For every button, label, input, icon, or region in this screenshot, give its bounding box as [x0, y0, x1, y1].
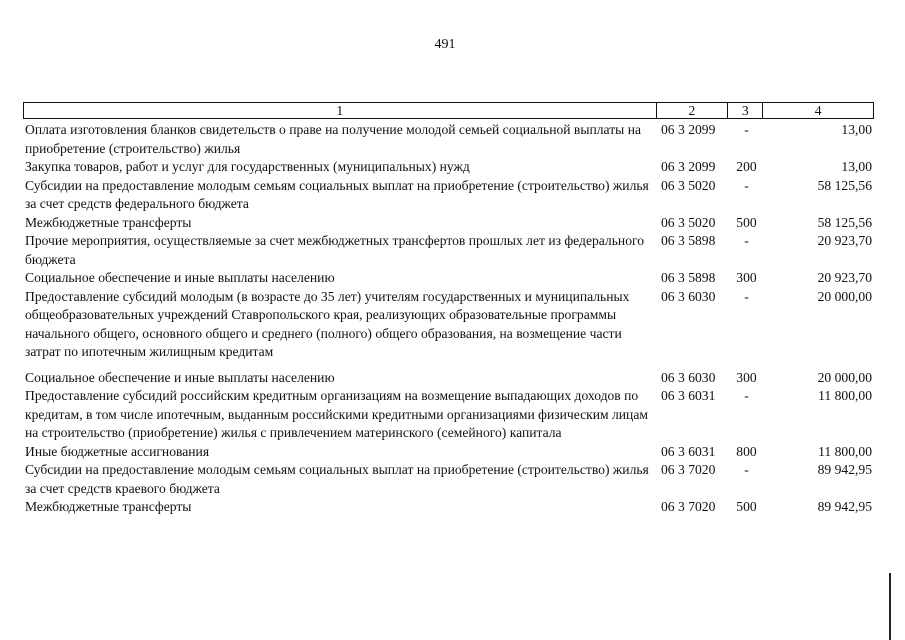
header-col-1: 1: [24, 103, 657, 118]
table-body: [23, 121, 874, 517]
table-row: [23, 158, 874, 177]
row-code: 06 3 6030: [661, 369, 716, 385]
row-amount: 11 800,00: [818, 388, 872, 403]
row-type: 500: [736, 499, 757, 514]
page-edge-divider: [889, 573, 891, 640]
row-type: 200: [736, 159, 757, 174]
row-code: 06 3 6031: [661, 443, 716, 459]
row-amount: 89 942,95: [817, 462, 872, 477]
header-col-3: 3: [728, 103, 763, 118]
row-type: 800: [736, 443, 757, 459]
table-row: [23, 461, 874, 498]
row-amount: 89 942,95: [817, 499, 872, 514]
row-name: Предоставление субсидий молодым (в возрасте до 35 лет) учителям государственных и муниципальных общеобразовательных учреждений Ставропольского края, реализующих образовательные программы начального общего, основного общего и среднего (полного) общего образования, на возмещение части затрат по ипотечным жилищным кредитам: [25, 288, 630, 359]
table-row: [23, 269, 874, 288]
table-row: [23, 369, 874, 388]
row-type: -: [744, 233, 749, 248]
table-row: [23, 443, 874, 462]
row-type: -: [744, 462, 749, 477]
row-code: 06 3 5898: [661, 270, 716, 285]
budget-table: [23, 102, 874, 517]
row-amount: 58 125,56: [817, 177, 872, 193]
row-name: Прочие мероприятия, осуществляемые за счет межбюджетных трансфертов прошлых лет из федерального бюджета: [25, 233, 645, 267]
header-col-4: 4: [814, 103, 822, 118]
row-type: 300: [736, 270, 757, 285]
row-name: Иные бюджетные ассигнования: [25, 443, 210, 459]
row-type: -: [744, 122, 749, 137]
row-name: Оплата изготовления бланков свидетельств о праве на получение молодой семьей социальной выплаты на приобретение (строительство) жилья: [25, 122, 642, 156]
row-amount: 58 125,56: [817, 214, 872, 230]
row-amount: 20 923,70: [817, 270, 872, 285]
row-amount: 13,00: [841, 122, 872, 137]
row-code: 06 3 5020: [661, 214, 716, 230]
row-code: 06 3 2099: [661, 159, 716, 174]
row-amount: 20 000,00: [817, 369, 872, 385]
header-col-2: 2: [657, 103, 729, 118]
row-type: -: [744, 177, 749, 193]
row-name: Социальное обеспечение и иные выплаты населению: [25, 270, 335, 285]
row-type: 500: [736, 214, 757, 230]
row-type: -: [744, 388, 749, 403]
table-row: [23, 232, 874, 269]
table-row: [23, 121, 874, 158]
row-name: Межбюджетные трансферты: [25, 499, 192, 514]
page-number: 491: [434, 37, 456, 52]
row-amount: 20 000,00: [817, 288, 872, 304]
table-row: [23, 288, 874, 362]
table-row: [23, 214, 874, 233]
row-code: 06 3 5020: [661, 177, 716, 193]
row-code: 06 3 6031: [661, 388, 716, 403]
row-name: Субсидии на предоставление молодым семьям социальных выплат на приобретение (строительство) жилья за счет средств краевого бюджета: [25, 462, 649, 496]
row-amount: 20 923,70: [817, 233, 872, 248]
table-row: [23, 498, 874, 517]
table-row: [23, 177, 874, 214]
row-name: Межбюджетные трансферты: [25, 214, 192, 230]
row-amount: 11 800,00: [818, 443, 872, 459]
row-code: 06 3 7020: [661, 462, 716, 477]
row-name: Закупка товаров, работ и услуг для государственных (муниципальных) нужд: [25, 159, 470, 174]
row-code: 06 3 5898: [661, 233, 716, 248]
row-code: 06 3 6030: [661, 288, 716, 304]
row-amount: 13,00: [841, 159, 872, 174]
row-type: -: [744, 288, 749, 304]
row-code: 06 3 2099: [661, 122, 716, 137]
row-type: 300: [736, 369, 757, 385]
row-code: 06 3 7020: [661, 499, 716, 514]
row-name: Социальное обеспечение и иные выплаты населению: [25, 369, 335, 385]
table-row: [23, 387, 874, 443]
table-header: [23, 102, 874, 119]
row-name: Субсидии на предоставление молодым семьям социальных выплат на приобретение (строительство) жилья за счет средств федерального бюджета: [25, 177, 649, 211]
row-name: Предоставление субсидий российским кредитным организациям на возмещение выпадающих доходов по кредитам, в том числе ипотечным, выданным российскими кредитными организациями физическим лицам на строительство (приобретение) жилья с привлечением материнского (семейного) капитала: [25, 388, 648, 440]
